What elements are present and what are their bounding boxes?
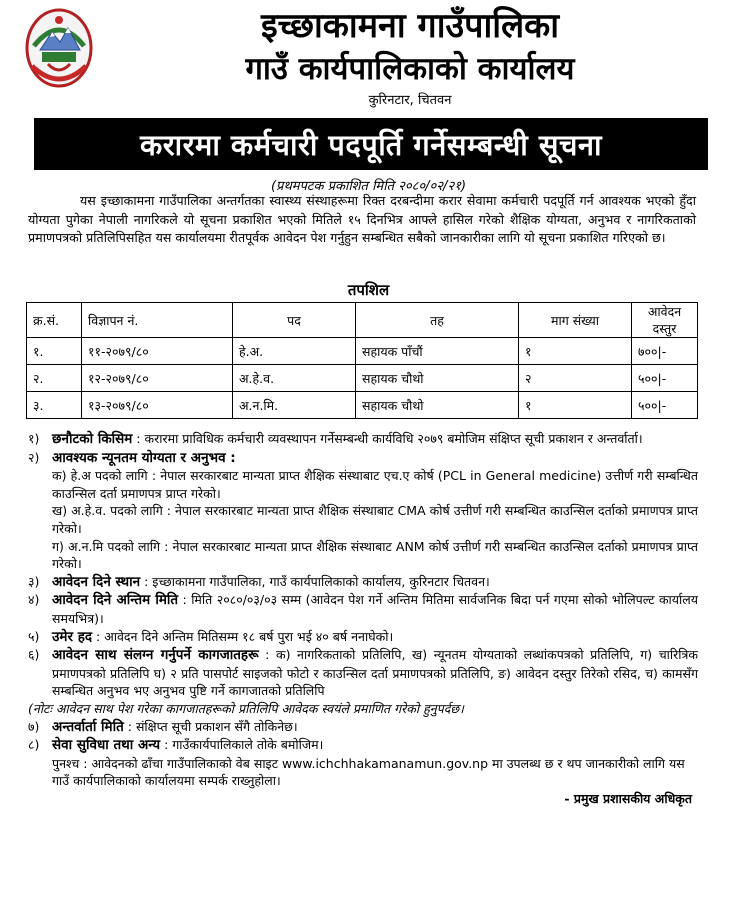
section-number: ५) — [28, 628, 40, 644]
table-header-cell: तह — [356, 303, 519, 338]
section-text: : संक्षिप्त सूची प्रकाशन सँगै तोकिनेछ। — [123, 718, 298, 734]
table-cell: हे.अ. — [233, 338, 356, 365]
office-title-line1: इच्छाकामना गाउँपालिका — [260, 6, 560, 46]
section-title: अन्तर्वार्ता मिति — [52, 718, 124, 735]
section-title: सेवा सुविधा तथा अन्य — [52, 737, 161, 754]
section-number: ६) — [28, 647, 40, 663]
table-cell: ७००|- — [632, 338, 698, 365]
section-documents — [28, 646, 698, 700]
table-cell: सहायक पाँचौं — [356, 338, 519, 365]
table-cell: २. — [27, 365, 82, 392]
section-number: ८) — [28, 737, 40, 753]
notice-heading-banner — [34, 118, 708, 170]
section-deadline — [28, 591, 698, 627]
section-number: ४) — [28, 592, 40, 608]
table-row — [27, 392, 698, 419]
table-header-cell: माग संख्या — [519, 303, 632, 338]
table-header-cell: आवेदन दस्तुर — [632, 303, 698, 338]
table-cell: १ — [519, 338, 632, 365]
qualification-anm: ग) अ.न.मि पदको लागि : नेपाल सरकारबाट मान्यता प्राप्त शैक्षिक संस्थाबाट ANM कोर्ष उत्तीर्ण गरी सम्बन्धित काउन्सिल दर्ताको प्रमाणपत्र प्राप्त गरेको। — [52, 538, 698, 572]
office-address: कुरिनटार, चितवन — [368, 93, 452, 108]
section-title: आवश्यक न्यूनतम योग्यता र अनुभव : — [52, 449, 236, 466]
section-text: : गाउँकार्यपालिकाले तोके बमोजिम। — [160, 737, 324, 753]
section-text: : इच्छाकामना गाउँपालिका, गाउँ कार्यपालिकाको कार्यालय, कुरिनटार चितवन। — [140, 573, 490, 589]
section-number: १) — [28, 431, 40, 446]
table-cell: सहायक चौथो — [356, 392, 519, 419]
qualification-ahw: ख) अ.हे.व. पदको लागि : नेपाल सरकारबाट मान्यता प्राप्त शैक्षिक संस्थाबाट CMA कोर्ष उत्तीर्ण गरी सम्बन्धित काउन्सिल दर्ताको प्रमाणपत्र प्राप्त गरेको। — [52, 503, 698, 536]
table-cell: १ — [519, 392, 632, 419]
table-cell: १३-२०७९/८० — [82, 392, 233, 419]
section-qualification — [28, 449, 698, 468]
table-header-row — [27, 303, 698, 338]
section-title: उमेर हद — [52, 628, 93, 645]
table-cell: ३. — [27, 392, 82, 419]
office-title-line2: गाउँ कार्यपालिकाको कार्यालय — [245, 51, 575, 87]
section-selection-method — [28, 430, 698, 449]
notice-sections — [28, 430, 698, 807]
table-row — [27, 338, 698, 365]
section-number: ७) — [28, 718, 40, 734]
section-text: : आवेदन दिने अन्तिम मितिसम्म १८ बर्ष पुरा भई ४० बर्ष ननाघेको। — [92, 628, 394, 644]
table-cell: १. — [27, 338, 82, 365]
intro-paragraph: यस इच्छाकामना गाउँपालिका अन्तर्गतका स्वास्थ्य संस्थाहरूमा रिक्त दरबन्दीमा करार सेवामा कर्मचारी पदपूर्ति गर्न आवश्यक भएको हुँदा योग्यता पुगेका नेपाली नागरिकले यो सूचना प्रकाशित भएको मितिले १५ दिनभित्र आफ्ले हासिल गरेको शैक्षिक योग्यता, अनुभव र नागरिकताको प्रमाणपत्रको प्रतिलिपिसहित यस कार्यालयमा रीतपूर्वक आवेदन पेश गर्नुहुन सम्बन्धित सबैको जानकारीका लागि यो सूचना प्रकाशित गरिएको छ। — [28, 193, 696, 245]
section-facilities — [28, 736, 698, 755]
table-cell: अ.हे.व. — [233, 365, 356, 392]
section-title: आवेदन दिने स्थान — [52, 573, 141, 590]
section-title: छनौटको किसिम — [52, 431, 133, 447]
section-number: ३) — [28, 573, 40, 589]
signature: - प्रमुख प्रशासकीय अधिकृत — [564, 790, 692, 806]
table-cell: सहायक चौथो — [356, 365, 519, 392]
publish-date: (प्रथमपटक प्रकाशित मिति २०८०/०२/२१) — [270, 179, 467, 194]
section-number: २) — [28, 449, 40, 465]
table-cell: ५००|- — [632, 365, 698, 392]
postscript-note: पुनश्च : आवेदनको ढाँचा गाउँपालिकाको वेब साइट www.ichchhakamanamun.gov.np मा उपलब्ध छ र थप जानकारीको लागि यस गाउँ कार्यपालिकाको कार्यालयमा सम्पर्क राख्नुहोला। — [52, 755, 685, 789]
table-header-cell: क्र.सं. — [27, 303, 82, 338]
vacancy-table — [26, 302, 698, 419]
section-interview-date — [28, 718, 698, 737]
section-text: : क) नागरिकताको प्रतिलिपि, ख) न्यूनतम योग्यताको लब्धांकपत्रको प्रतिलिपि, ग) चारित्रिक प्रमाणपत्रको प्रतिलिपि घ) २ प्रति पासपोर्ट साइजको फोटो र काउन्सिल दर्ता प्रमाणपत्रको प्रतिलिपि, ङ) आवेदन दस्तुर तिरेको रसिद, च) कामसँग सम्बन्धित अनुभव भए अनुभव पुष्टि गर्ने कागजातको प्रतिलिपि — [52, 647, 698, 699]
section-title: आवेदन साथ संलग्न गर्नुपर्ने कागजातहरू — [52, 647, 259, 664]
qualification-ha: क) हे.अ पदको लागि : नेपाल सरकारबाट मान्यता प्राप्त शैक्षिक संस्थाबाट एच.ए कोर्ष (PCL in General medicine) उत्तीर्ण गरी सम्बन्धित काउन्सिल दर्ता प्रमाणपत्र प्राप्त गरेको। — [52, 468, 698, 501]
table-cell: ५००|- — [632, 392, 698, 419]
details-heading: तपशिल — [347, 281, 390, 299]
table-header-cell: विज्ञापन नं. — [82, 303, 233, 338]
section-title: आवेदन दिने अन्तिम मिति — [52, 592, 179, 609]
nepal-emblem-icon — [24, 6, 94, 92]
notice-heading-text: करारमा कर्मचारी पदपूर्ति गर्नेसम्बन्धी सूचना — [139, 127, 603, 162]
table-cell: १२-२०७९/८० — [82, 365, 233, 392]
table-row — [27, 365, 698, 392]
table-cell: २ — [519, 365, 632, 392]
section-text: : करारमा प्राविधिक कर्मचारी व्यवस्थापन गर्नेसम्बन्धी कार्यविधि २०७९ बमोजिम संक्षिप्त सूची प्रकाशन र अन्तर्वार्ता। — [132, 431, 643, 446]
table-cell: अ.न.मि. — [233, 392, 356, 419]
section-application-place — [28, 573, 698, 592]
section-text: : मिति २०८०/०३/०३ सम्म (आवेदन पेश गर्ने अन्तिम मितिमा सार्वजनिक बिदा पर्न गएमा सोको भोलिपल्ट कार्यालय समयभित्र)। — [52, 592, 699, 626]
table-cell: ११-२०७९/८० — [82, 338, 233, 365]
table-header-cell: पद — [233, 303, 356, 338]
documents-note: (नोटः आवेदन साथ पेश गरेका कागजातहरूको प्रतिलिपि आवेदक स्वयंले प्रमाणित गरेको हुनुपर्दछ। — [28, 700, 464, 716]
section-age-limit — [28, 628, 698, 647]
